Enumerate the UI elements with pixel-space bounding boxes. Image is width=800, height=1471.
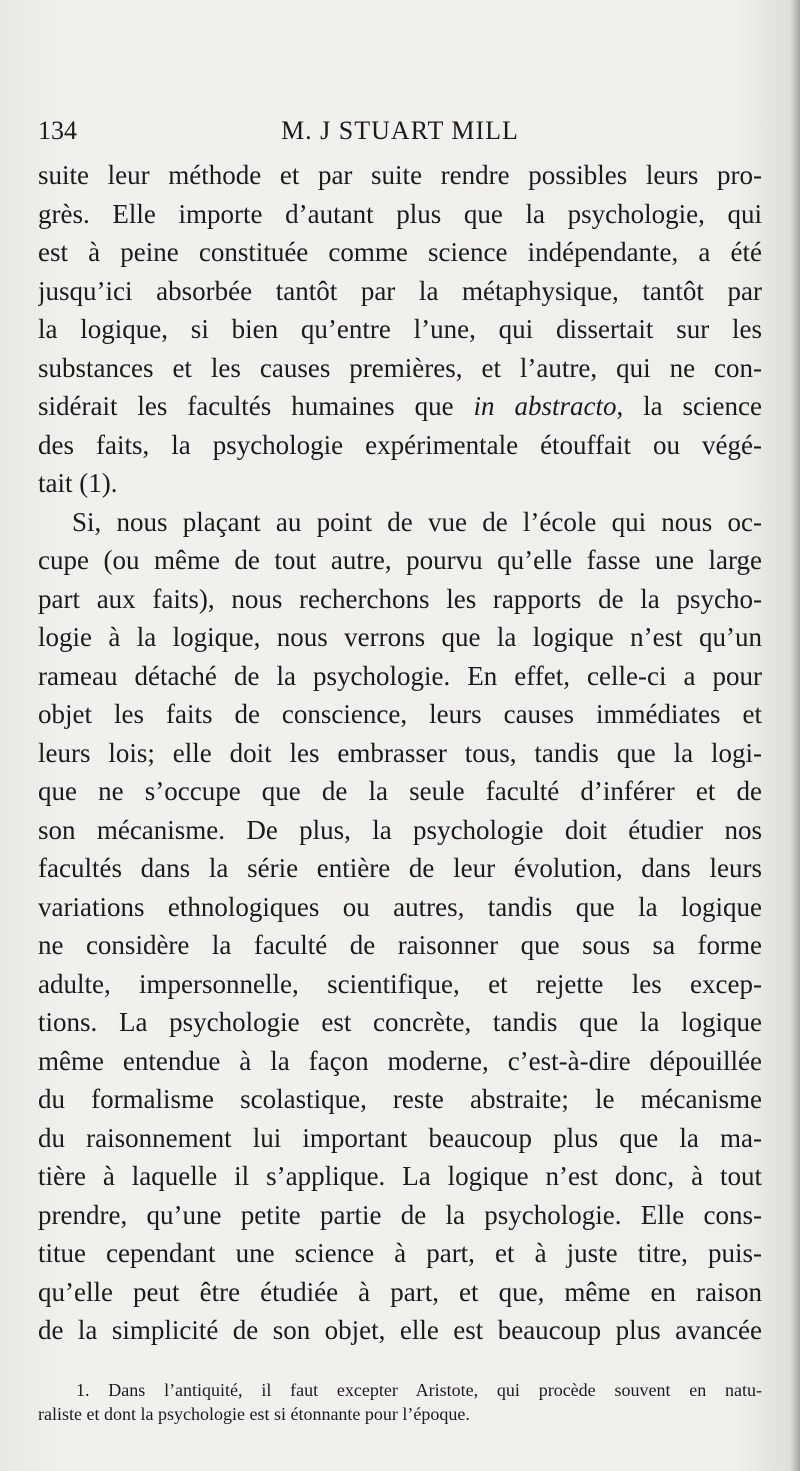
body-text bbox=[38, 156, 762, 1350]
text-line: adulte, impersonnelle, scientifique, et rejette les excep- bbox=[38, 968, 762, 999]
text-line: tions. La psychologie est concrète, tandis que la logique bbox=[38, 1007, 762, 1037]
page-header bbox=[38, 116, 762, 150]
text-line: cupe (ou même de tout autre, pourvu qu’elle fasse une large bbox=[38, 545, 762, 575]
paragraph-first-line: Si, nous plaçant au point de vue de l’école qui nous oc- bbox=[72, 506, 762, 537]
text-line: est à peine constituée comme science indépendante, a été bbox=[38, 237, 762, 267]
italic-term: in abstracto bbox=[473, 391, 617, 421]
text-line: ne considère la faculté de raisonner que sous sa forme bbox=[38, 930, 762, 960]
text-line: variations ethnologiques ou autres, tandis que la logique bbox=[38, 891, 762, 922]
text-line: suite leur méthode et par suite rendre possibles leurs pro- bbox=[38, 160, 762, 190]
text-line: rameau détaché de la psychologie. En effet, celle-ci a pour bbox=[38, 660, 762, 691]
text-line: leurs lois; elle doit les embrasser tous, tandis que la logi- bbox=[38, 737, 762, 768]
footnote-line: 1. Dans l’antiquité, il faut excepter Aristote, qui procède souvent en natu- bbox=[76, 1380, 762, 1400]
text-line: du formalisme scolastique, reste abstraite; le mécanisme bbox=[38, 1084, 762, 1114]
page-edge-shadow bbox=[790, 0, 800, 1471]
text-line bbox=[38, 387, 762, 426]
text-line: facultés dans la série entière de leur évolution, dans leurs bbox=[38, 853, 762, 883]
text-line: part aux faits), nous recherchons les rapports de la psycho- bbox=[38, 583, 762, 614]
footnote bbox=[38, 1378, 762, 1426]
text-line: logie à la logique, nous verrons que la logique n’est qu’un bbox=[38, 622, 762, 652]
text-segment: , la science bbox=[616, 391, 762, 421]
page-number: 134 bbox=[38, 116, 77, 145]
running-head: M. J STUART MILL bbox=[281, 116, 519, 145]
text-segment: sidérait les facultés humaines que bbox=[38, 391, 474, 421]
text-line: prendre, qu’une petite partie de la psychologie. Elle cons- bbox=[38, 1199, 762, 1230]
text-line: même entendue à la façon moderne, c’est-à-dire dépouillée bbox=[38, 1045, 762, 1076]
text-line: objet les faits de conscience, leurs causes immédiates et bbox=[38, 699, 762, 729]
text-line: substances et les causes premières, et l’autre, qui ne con- bbox=[38, 352, 762, 383]
text-line: tait (1). bbox=[38, 468, 118, 498]
text-line: que ne s’occupe que de la seule faculté d’inférer et de bbox=[38, 776, 762, 806]
text-line: titue cependant une science à part, et à juste titre, puis- bbox=[38, 1238, 762, 1268]
text-line: des faits, la psychologie expérimentale étouffait ou végé- bbox=[38, 429, 762, 460]
text-line: la logique, si bien qu’entre l’une, qui dissertait sur les bbox=[38, 314, 762, 344]
text-line: grès. Elle importe d’autant plus que la psychologie, qui bbox=[38, 198, 762, 229]
text-line: qu’elle peut être étudiée à part, et que, même en raison bbox=[38, 1276, 762, 1307]
text-line: du raisonnement lui important beaucoup plus que la ma- bbox=[38, 1122, 762, 1153]
footnote-line: raliste et dont la psychologie est si étonnante pour l’époque. bbox=[38, 1404, 470, 1424]
text-line: de la simplicité de son objet, elle est beaucoup plus avancée bbox=[38, 1315, 762, 1345]
text-line: jusqu’ici absorbée tantôt par la métaphysique, tantôt par bbox=[38, 275, 762, 306]
text-line: son mécanisme. De plus, la psychologie doit étudier nos bbox=[38, 814, 762, 845]
text-line: tière à laquelle il s’applique. La logique n’est donc, à tout bbox=[38, 1161, 762, 1191]
